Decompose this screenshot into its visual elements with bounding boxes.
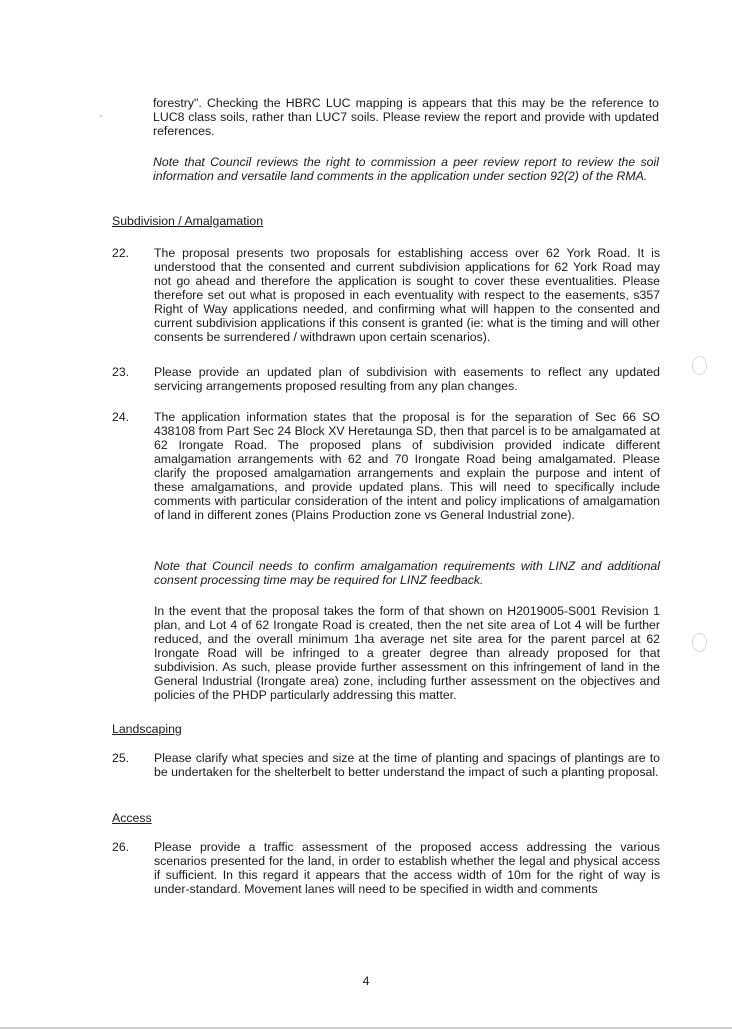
page-bottom-rule (0, 1027, 732, 1029)
section-heading-access: Access (112, 811, 152, 825)
item-text: The application information states that the proposal is for the separation of Sec 66 SO 438108 from Part Sec 24 Block XV Heretaunga SD, then that parcel is to be amalgamated at 62 Irongate Road. The proposed plans of subdivision provided indicate different amalgamation arrangements with 62 and 70 Irongate Road being amalgamated. Please clarify the proposed amalgamation arrangements and explain the purpose and intent of these amalgamations, and provide updated plans. This will need to specifically include comments with particular consideration of the intent and policy implications of amalgamation of land in different zones (Plains Production zone vs General Industrial zone). (154, 410, 660, 522)
scan-mark (100, 115, 102, 117)
item-text: The proposal presents two proposals for establishing access over 62 York Road. It is understood that the consented and current subdivision applications for 62 York Road may not go ahead and therefore the application is sought to cover these eventualities. Please therefore set out what is proposed in each eventuality with respect to the easements, s357 Right of Way applications needed, and confirming what will happen to the consented and current subdivision applications if this consent is granted (ie: what is the timing and will other consents be surrendered / withdrawn upon certain scenarios). (154, 246, 660, 344)
item-number: 24. (112, 410, 130, 424)
item-text: Please provide an updated plan of subdivision with easements to reflect any updated servicing arrangements proposed resulting from any plan changes. (154, 365, 660, 393)
item-number: 25. (112, 751, 130, 765)
punch-hole-mark (692, 356, 707, 375)
item-extra: In the event that the proposal takes the form of that shown on H2019005-S001 Revision 1 plan, and Lot 4 of 62 Irongate Road is created, then the net site area of Lot 4 will be further reduced, and the overall minimum 1ha average net site area for the parent parcel at 62 Irongate Road will be infringed to a greater degree than already proposed for that subdivision. As such, please provide further assessment on this infringement of land in the General Industrial (Irongate area) zone, including further assessment on the objectives and policies of the PHDP particularly addressing this matter. (154, 604, 660, 702)
intro-note: Note that Council reviews the right to commission a peer review report to review the soil information and versatile land comments in the application under section 92(2) of the RMA. (153, 155, 659, 183)
intro-paragraph: forestry". Checking the HBRC LUC mapping is appears that this may be the reference to LUC8 class soils, rather than LUC7 soils. Please review the report and provide with updated references. (153, 96, 659, 138)
item-number: 22. (112, 246, 130, 260)
page-number: 4 (362, 974, 370, 988)
item-number: 23. (112, 365, 130, 379)
item-number: 26. (112, 840, 130, 854)
item-note: Note that Council needs to confirm amalgamation requirements with LINZ and additional consent processing time may be required for LINZ feedback. (154, 559, 660, 587)
item-text: Please provide a traffic assessment of the proposed access addressing the various scenarios presented for the land, in order to establish whether the legal and physical access if sufficient. In this regard it appears that the access width of 10m for the right of way is under-standard. Movement lanes will need to be specified in width and comments (154, 840, 660, 896)
section-heading-subdivision: Subdivision / Amalgamation (112, 214, 264, 228)
punch-hole-mark (692, 633, 707, 652)
section-heading-landscaping: Landscaping (112, 722, 182, 736)
item-text: Please clarify what species and size at the time of planting and spacings of plantings are to be undertaken for the shelterbelt to better understand the impact of such a planting proposal. (154, 751, 660, 779)
